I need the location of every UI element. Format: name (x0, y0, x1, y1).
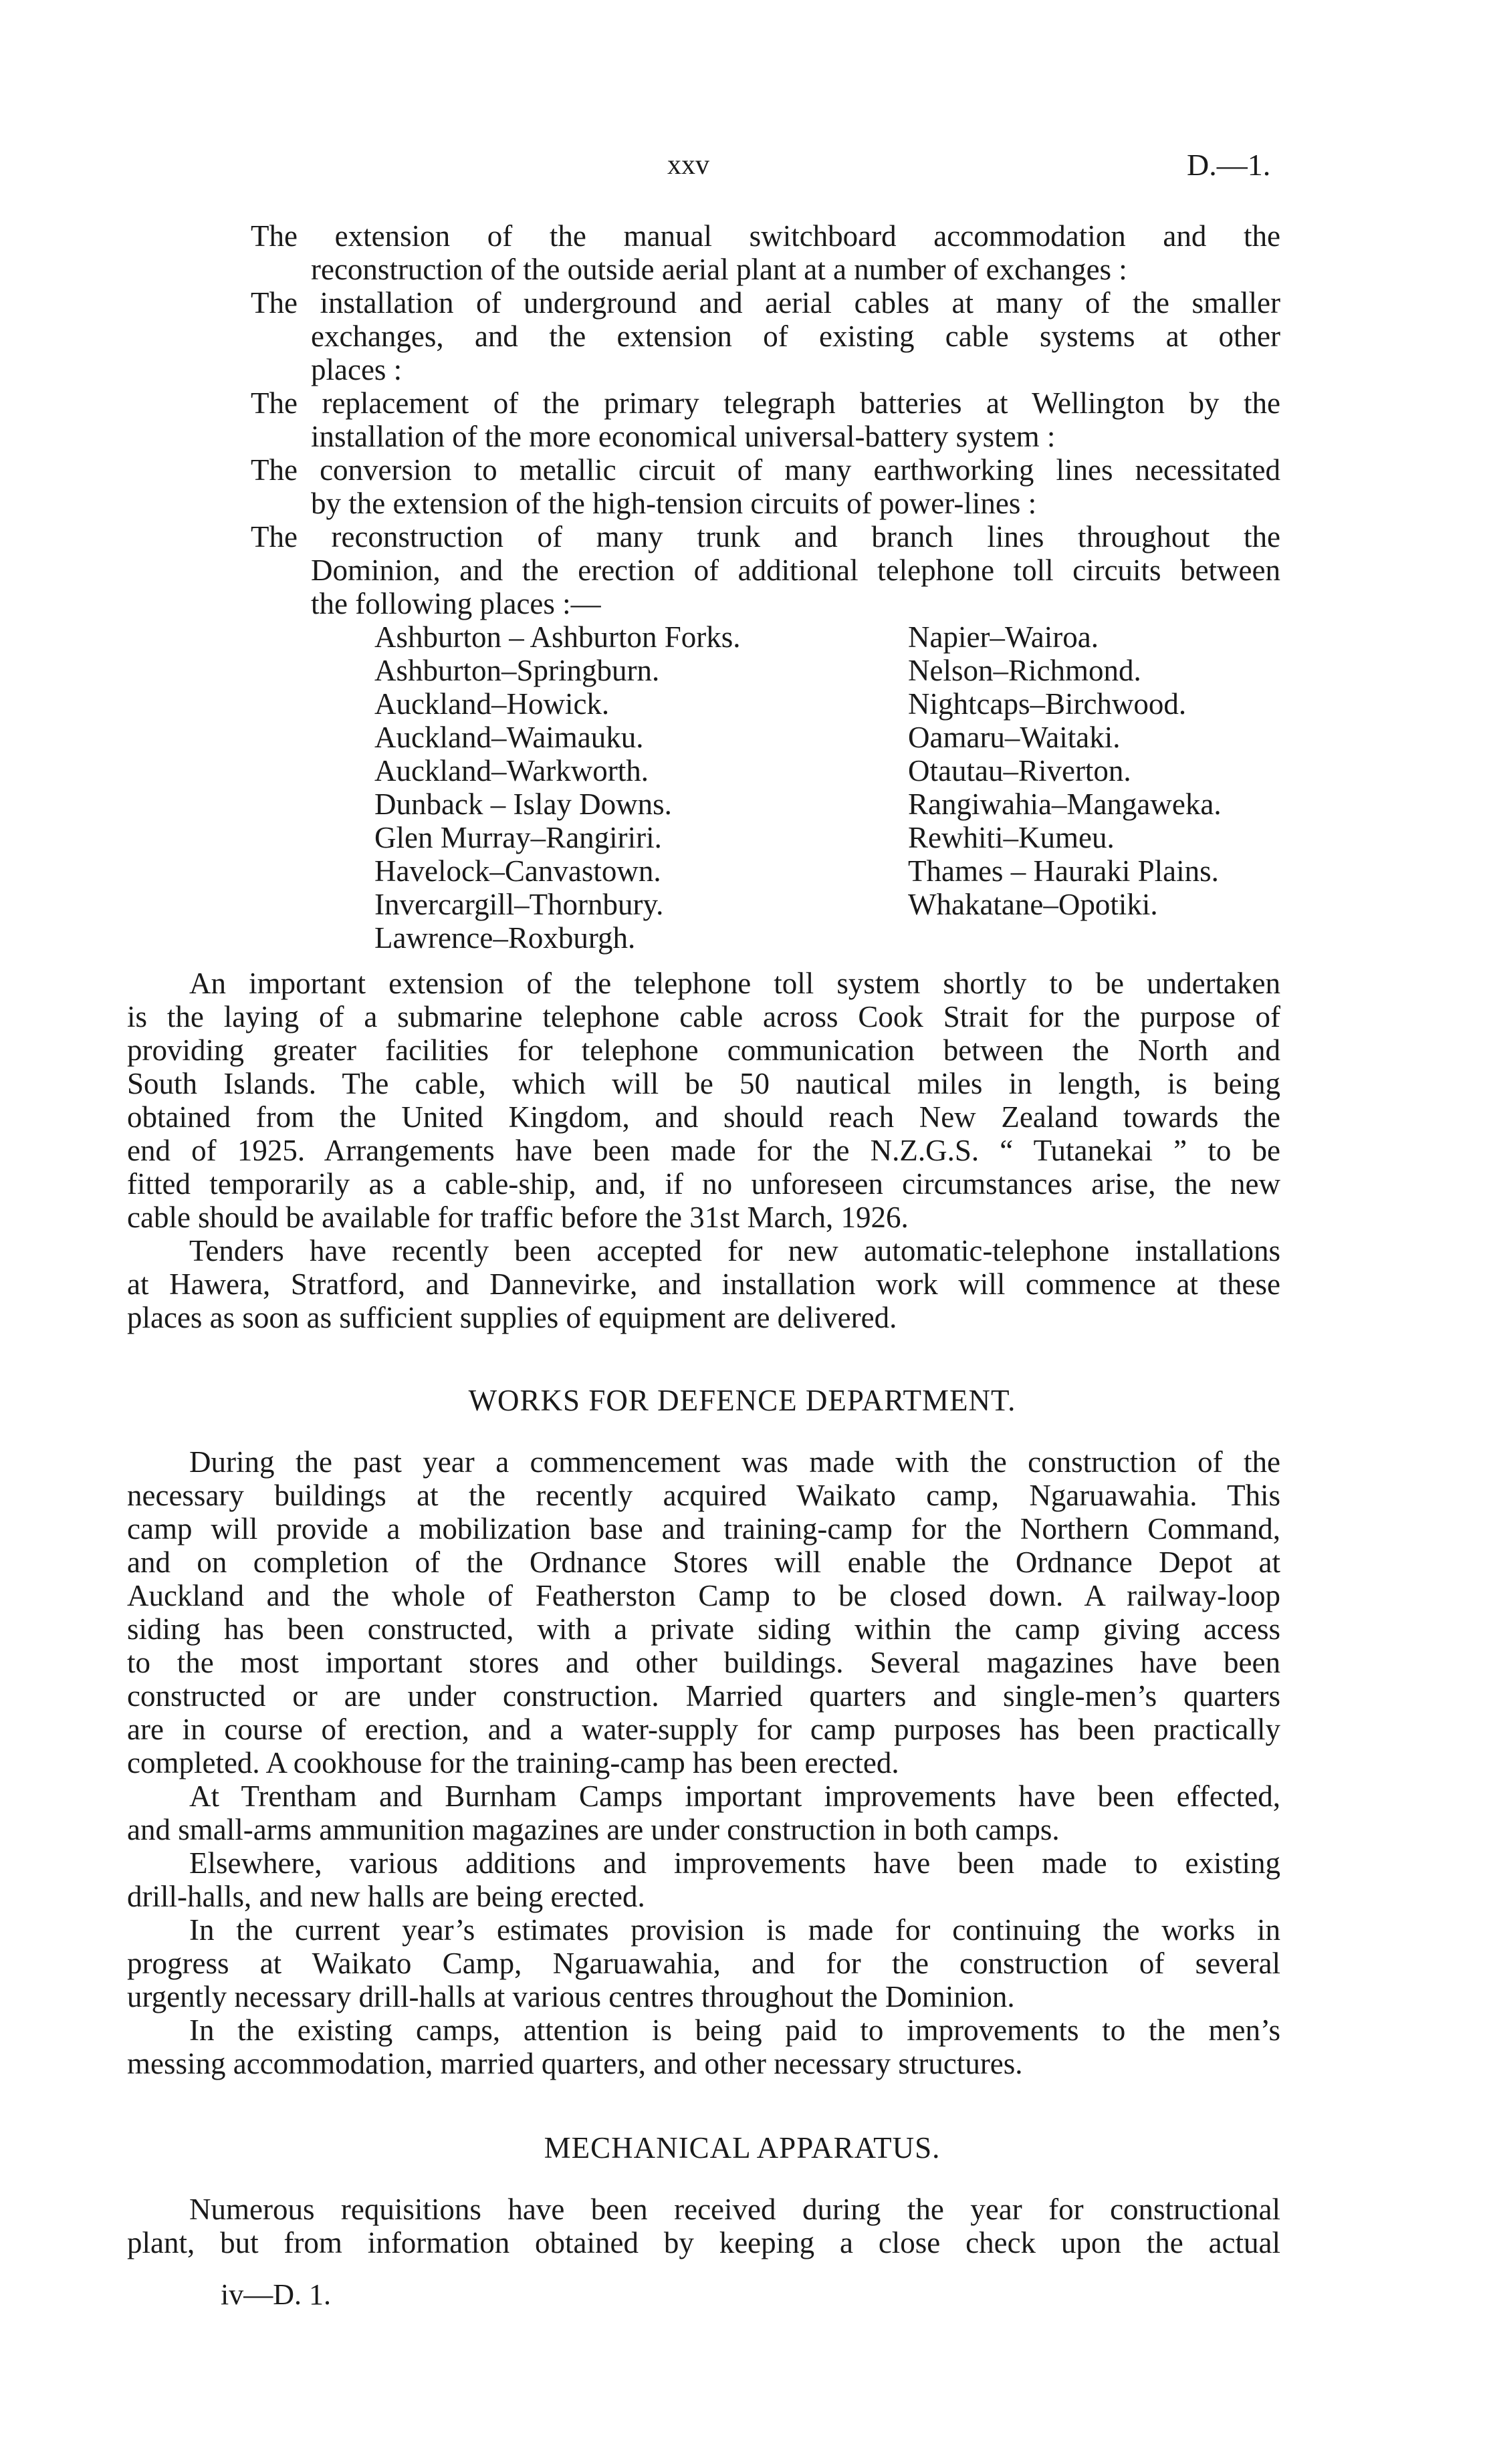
place-pair: Otautau–Riverton. (908, 754, 1131, 787)
list-item-continuation: by the extension of the high-tension circuits of power-lines : (311, 487, 1037, 520)
paragraph-line: During the past year a commencement was made with the construction of the (189, 1445, 1280, 1479)
list-item: The reconstruction of many trunk and branch lines throughout the (251, 520, 1280, 553)
paragraph-line: completed. A cookhouse for the training-camp has been erected. (127, 1746, 899, 1779)
place-pair: Nelson–Richmond. (908, 654, 1141, 687)
place-pair: Nightcaps–Birchwood. (908, 687, 1187, 721)
paragraph-line: urgently necessary drill-halls at various centres throughout the Dominion. (127, 1980, 1015, 2013)
paragraph-line: camp will provide a mobilization base and training-camp for the Northern Command, (127, 1512, 1280, 1546)
place-pair: Ashburton–Springburn. (374, 654, 660, 687)
place-pair: Havelock–Canvastown. (374, 854, 661, 888)
place-pair: Oamaru–Waitaki. (908, 721, 1121, 754)
paragraph-line: and small-arms ammunition magazines are under construction in both camps. (127, 1813, 1060, 1846)
place-pair: Rewhiti–Kumeu. (908, 821, 1115, 854)
list-item-continuation: Dominion, and the erection of additional telephone toll circuits between (311, 553, 1280, 587)
paragraph-line: An important extension of the telephone toll system shortly to be undertaken (189, 967, 1280, 1000)
paragraph-line: cable should be available for traffic before the 31st March, 1926. (127, 1201, 909, 1234)
list-item-continuation: installation of the more economical universal-battery system : (311, 420, 1056, 453)
paragraph-line: to the most important stores and other buildings. Several magazines have been (127, 1646, 1280, 1679)
document-reference: D.—1. (1187, 148, 1271, 182)
place-pair: Glen Murray–Rangiriri. (374, 821, 662, 854)
paragraph-line: At Trentham and Burnham Camps important improvements have been effected, (189, 1779, 1280, 1813)
paragraph-line: places as soon as sufficient supplies of equipment are delivered. (127, 1301, 897, 1334)
paragraph-line: and on completion of the Ordnance Stores will enable the Ordnance Depot at (127, 1546, 1280, 1579)
place-pair: Auckland–Warkworth. (374, 754, 649, 787)
paragraph-line: Auckland and the whole of Featherston Camp to be closed down. A railway-loop (127, 1579, 1280, 1612)
place-pair: Auckland–Waimauku. (374, 721, 644, 754)
list-item: The replacement of the primary telegraph batteries at Wellington by the (251, 386, 1280, 420)
place-pair: Invercargill–Thornbury. (374, 888, 664, 921)
paragraph-line: are in course of erection, and a water-supply for camp purposes has been practically (127, 1713, 1280, 1746)
paragraph-line: messing accommodation, married quarters, and other necessary structures. (127, 2047, 1023, 2080)
paragraph-line: Elsewhere, various additions and improvements have been made to existing (189, 1846, 1280, 1880)
paragraph-line: drill-halls, and new halls are being erected. (127, 1880, 645, 1913)
section-heading-mechanical: MECHANICAL APPARATUS. (544, 2131, 941, 2165)
place-pair: Dunback – Islay Downs. (374, 787, 672, 821)
paragraph-line: Tenders have recently been accepted for new automatic-telephone installations (189, 1234, 1280, 1267)
paragraph-line: obtained from the United Kingdom, and should reach New Zealand towards the (127, 1100, 1280, 1134)
place-pair: Ashburton – Ashburton Forks. (374, 620, 741, 654)
place-pair: Rangiwahia–Mangaweka. (908, 787, 1222, 821)
paragraph-line: fitted temporarily as a cable-ship, and, if no unforeseen circumstances arise, the new (127, 1167, 1280, 1201)
list-item-continuation: the following places :— (311, 587, 601, 620)
paragraph-line: plant, but from information obtained by keeping a close check upon the actual (127, 2226, 1280, 2259)
list-item-continuation: exchanges, and the extension of existing cable systems at other (311, 320, 1280, 353)
printer-signature: iv—D. 1. (221, 2278, 331, 2311)
place-pair: Whakatane–Opotiki. (908, 888, 1158, 921)
paragraph-line: necessary buildings at the recently acquired Waikato camp, Ngaruawahia. This (127, 1479, 1280, 1512)
paragraph-line: providing greater facilities for telephone communication between the North and (127, 1033, 1280, 1067)
paragraph-line: In the existing camps, attention is being paid to improvements to the men’s (189, 2013, 1280, 2047)
paragraph-line: Numerous requisitions have been received during the year for constructional (189, 2193, 1280, 2226)
paragraph-line: In the current year’s estimates provision is made for continuing the works in (189, 1913, 1280, 1947)
place-pair: Thames – Hauraki Plains. (908, 854, 1219, 888)
paragraph-line: end of 1925. Arrangements have been made for the N.Z.G.S. “ Tutanekai ” to be (127, 1134, 1280, 1167)
list-item-continuation: reconstruction of the outside aerial plant at a number of exchanges : (311, 253, 1127, 286)
paragraph-line: siding has been constructed, with a private siding within the camp giving access (127, 1612, 1280, 1646)
place-pair: Auckland–Howick. (374, 687, 610, 721)
paragraph-line: progress at Waikato Camp, Ngaruawahia, and for the construction of several (127, 1947, 1280, 1980)
paragraph-line: at Hawera, Stratford, and Dannevirke, and installation work will commence at these (127, 1267, 1280, 1301)
paragraph-line: South Islands. The cable, which will be 50 nautical miles in length, is being (127, 1067, 1280, 1100)
list-item: The installation of underground and aerial cables at many of the smaller (251, 286, 1280, 320)
place-pair: Napier–Wairoa. (908, 620, 1099, 654)
list-item: The conversion to metallic circuit of many earthworking lines necessitated (251, 453, 1280, 487)
list-item-continuation: places : (311, 353, 403, 386)
place-pair: Lawrence–Roxburgh. (374, 921, 636, 955)
page-number: xxv (667, 150, 709, 180)
paragraph-line: is the laying of a submarine telephone cable across Cook Strait for the purpose of (127, 1000, 1280, 1033)
paragraph-line: constructed or are under construction. Married quarters and single-men’s quarters (127, 1679, 1280, 1713)
section-heading-defence: WORKS FOR DEFENCE DEPARTMENT. (468, 1384, 1016, 1417)
list-item: The extension of the manual switchboard accommodation and the (251, 219, 1280, 253)
